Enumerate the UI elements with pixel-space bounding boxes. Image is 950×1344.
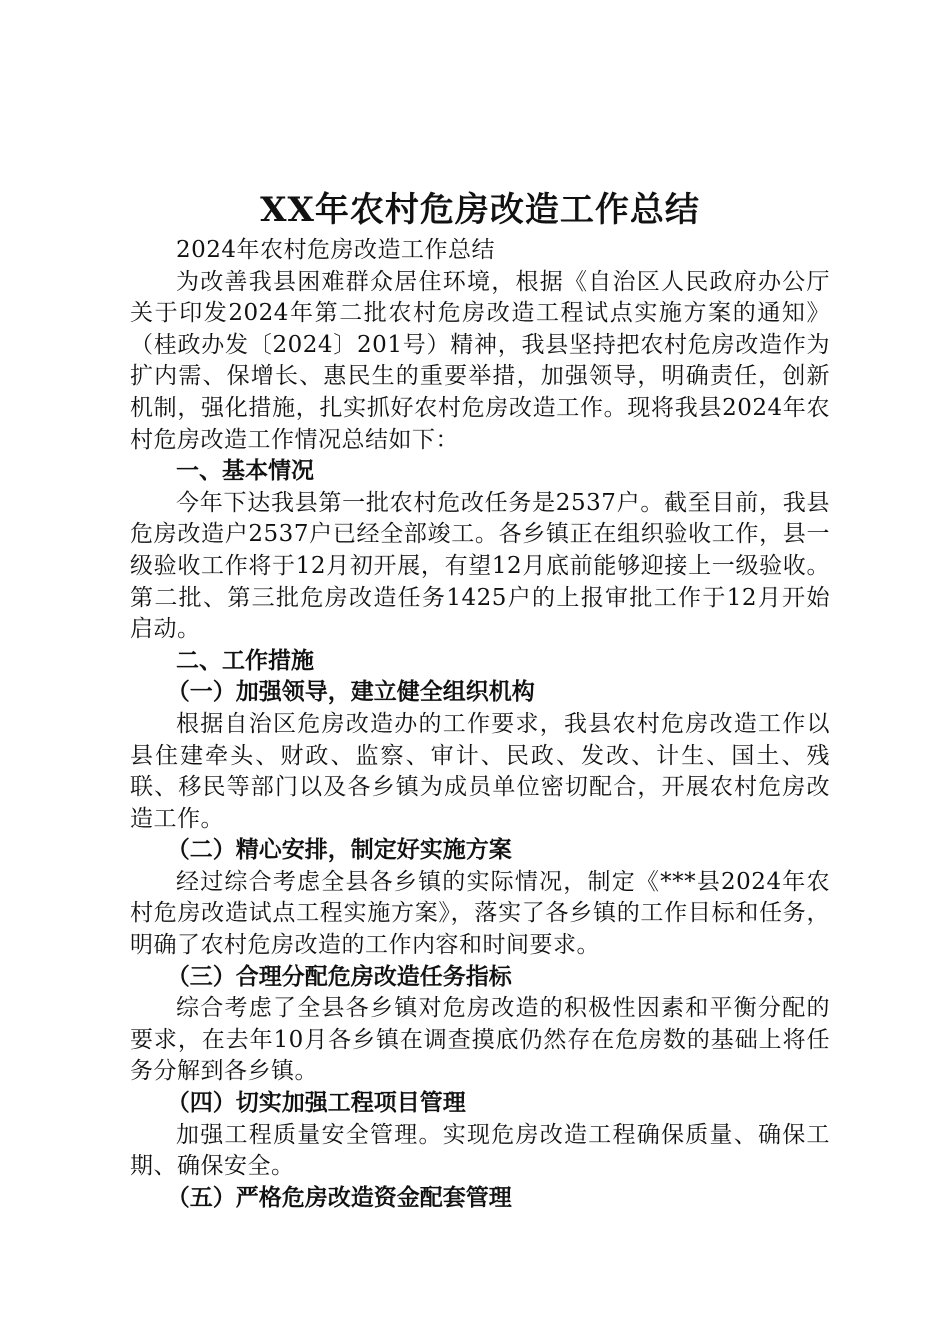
subsection2-paragraph: 经过综合考虑全县各乡镇的实际情况，制定《***县2024年农村危房改造试点工程实施方案》，落实了各乡镇的工作目标和任务，明确了农村危房改造的工作内容和时间要求。: [130, 868, 830, 959]
document-subtitle: 2024年农村危房改造工作总结: [176, 237, 496, 263]
subsection4-heading: （四）切实加强工程项目管理: [166, 1090, 466, 1117]
intro-paragraph: 为改善我县困难群众居住环境，根据《自治区人民政府办公厅关于印发2024年第二批农村危房改造工程试点实施方案的通知》（桂政办发〔2024〕201号）精神，我县坚持把农村危房改造作为扩内需、保增长、惠民生的重要举措，加强领导，明确责任，创新机制，强化措施，扎实抓好农村危房改造工作。现将我县2024年农村危房改造工作情况总结如下：: [130, 268, 830, 453]
section2-heading: 二、工作措施: [176, 647, 314, 674]
subsection3-paragraph: 综合考虑了全县各乡镇对危房改造的积极性因素和平衡分配的要求，在去年10月各乡镇在调查摸底仍然存在危房数的基础上将任务分解到各乡镇。: [130, 995, 830, 1085]
section1-paragraph: 今年下达我县第一批农村危改任务是2537户。截至目前，我县危房改造户2537户已经全部竣工。各乡镇正在组织验收工作，县一级验收工作将于12月初开展，有望12月底前能够迎接上一级验收。第二批、第三批危房改造任务1425户的上报审批工作于12月开始启动。: [130, 489, 830, 643]
document-title: XX年农村危房改造工作总结: [260, 190, 700, 230]
subsection3-heading: （三）合理分配危房改造任务指标: [166, 963, 512, 990]
subsection1-paragraph: 根据自治区危房改造办的工作要求，我县农村危房改造工作以县住建牵头、财政、监察、审计、民政、发改、计生、国土、残联、移民等部门以及各乡镇为成员单位密切配合，开展农村危房改造工作。: [130, 710, 830, 832]
subsection1-heading: （一）加强领导，建立健全组织机构: [166, 679, 535, 706]
section1-heading: 一、基本情况: [176, 458, 314, 485]
document-page: [130, 185, 830, 1214]
subsection5-heading: （五）严格危房改造资金配套管理: [166, 1184, 512, 1211]
subsection2-heading: （二）精心安排，制定好实施方案: [166, 837, 512, 864]
subsection4-paragraph: 加强工程质量安全管理。实现危房改造工程确保质量、确保工期、确保安全。: [130, 1121, 830, 1180]
